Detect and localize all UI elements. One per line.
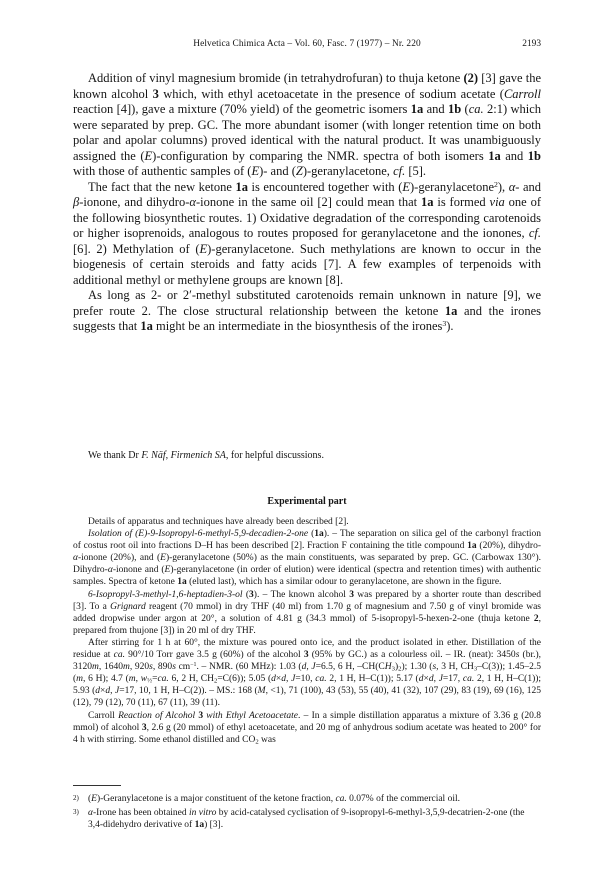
section-heading: Experimental part — [267, 496, 347, 507]
page-number: 2193 — [522, 39, 541, 49]
experimental-paragraph-5: Carroll Reaction of Alcohol 3 with Ethyl Acetoacetate. – In a simple distillation apparatus a mixture of 3.36 g (20.8 mmol) of alcohol 3, 2.6 g (20 mmol) of ethyl acetoacetate, and 20 mg of anhydrous sodium acetate was heated to 200° for 4 h with stirring. Some ethanol distilled and $CO_2$ was — [73, 710, 542, 746]
body-text — [73, 71, 541, 335]
experimental-paragraph-2: Isolation of (E)-9-Isopropyl-6-methyl-5,9-decadien-2-one (1a). – The separation on silica gel of the carbonyl fraction of costus root oil into fractions D–H has been described [2]. Fraction F containing the title compound 1a (20%), dihydro-α-ionone (20%), and (E)-geranylacetone (50%) as the main constituents, was separated by prep. GC. (Carbowax 130°). Dihydro-α-ionone and (E)-geranylacetone (in order of elution) were identical (spectra and retention times) with authentic samples. Spectra of ketone 1a (eluted last), which has a similar odour to geranylacetone, are shown in the figure. — [73, 529, 542, 588]
footnote-text: (E)-Geranylacetone is a major constituent of the ketone fraction, ca. 0.07% of the commercial oil. — [88, 794, 460, 804]
journal-citation: Helvetica Chimica Acta – Vol. 60, Fasc. 7 (1977) – Nr. 220 — [193, 39, 421, 49]
running-header — [73, 39, 541, 53]
footnote-mark: 2) — [73, 794, 79, 802]
footnote-3 — [73, 807, 541, 831]
body-paragraph-2: The fact that the new ketone 1a is encountered together with (E)-geranylacetone$^2$), α- and β-ionone, and dihydro-α-ionone in the same oil [2] could mean that 1a is formed via one of the following biosynthetic routes. 1) Oxidative degradation of the corresponding carotenoids or higher isoprenoids, analogous to routes proposed for geranylacetone and the ionones, cf. [6]. 2) Methylation of (E)-geranylacetone. Such methylations are known to occur in the biogenesis of certain steroids and fatty acids [7]. A few examples of terpenoids with additional methyl or methylene groups are known [8]. — [73, 179, 542, 287]
footnote-2 — [73, 793, 541, 805]
footnote-mark: 3) — [73, 808, 79, 816]
body-paragraph-3: As long as 2- or 2′-methyl substituted carotenoids remain unknown in nature [9], we prefer route 2. The close structural relationship between the ketone 1a and the irones suggests that 1a might be an intermediate in the biosynthesis of the irones$^3$). — [73, 288, 541, 333]
experimental-paragraph-1: Details of apparatus and techniques have already been described [2]. — [88, 517, 349, 527]
footnotes — [73, 793, 541, 833]
body-paragraph-1: Addition of vinyl magnesium bromide (in tetrahydrofuran) to thuja ketone (2) [3] gave the known alcohol 3 which, with ethyl acetoacetate in the presence of sodium acetate (Carroll reaction [4]), gave a mixture (70% yield) of the geometric isomers 1a and 1b (ca. 2:1) which were separated by prep. GC. The more abundant isomer (with longer retention time on both polar and apolar columns) proved identical with the natural product. It was unambiguously assigned the (E)-configuration by comparing the NMR. spectra of both isomers 1a and 1b with those of authentic samples of (E)- and (Z)-geranylacetone, cf. [5]. — [73, 71, 541, 178]
experimental-paragraph-4: After stirring for 1 h at 60°, the mixture was poured onto ice, and the product isolated in ether. Distillation of the residue at ca. 90°/10 Torr gave 3.5 g (60%) of the alcohol 3 (95% by GC.) as a colourless oil. – IR. (neat): 3450s (br.), 3120m, 1640m, 920s, 890s $cm^{-1}$. – NMR. (60 MHz): 1.03 (d, J=6.5, 6 H, $-CH(CH_3)_2$); 1.30 (s, 3 H, $CH_3-C(3)$); 1.45–2.5 (m, 6 H); 4.7 (m, $w_{\frac{1}{2}}=ca$. 6, 2 H, $CH_2=C(6)$); 5.05 (d×d, J=10, ca. 2, 1 H, H–C(1)); 5.17 (d×d, J=17, ca. 2, 1 H, H–C(1)); 5.93 (d×d, J=17, 10, 1 H, H–C(2)). – MS.: 168 (M, <1), 71 (100), 43 (53), 55 (40), 41 (32), 107 (29), 83 (19), 69 (16), 125 (12), 79 (12), 70 (11), 67 (11), 39 (11). — [73, 637, 542, 709]
experimental-text — [73, 516, 541, 746]
acknowledgement: We thank Dr F. Näf, Firmenich SA, for helpful discussions. — [88, 450, 324, 461]
experimental-paragraph-3: 6-Isopropyl-3-methyl-1,6-heptadien-3-ol (3). – The known alcohol 3 was prepared by a shorter route than described [3]. To a Grignard reagent (70 mmol) in dry THF (40 ml) from 1.70 g of magnesium and 7.50 g of vinyl bromide was added dropwise under argon at 20°, a solution of 4.81 g (34.3 mmol) of 5-isopropyl-5-hexen-2-one (thuja ketone 2, prepared from thujone [3]) in 20 ml of dry THF. — [73, 589, 542, 636]
footnote-rule — [73, 785, 121, 786]
footnote-text: α-Irone has been obtained in vitro by acid-catalysed cyclisation of 9-isopropyl-6-methyl-3,5,9-decatrien-2-one (the 3,4-didehydro derivative of 1a) [3]. — [88, 808, 525, 830]
